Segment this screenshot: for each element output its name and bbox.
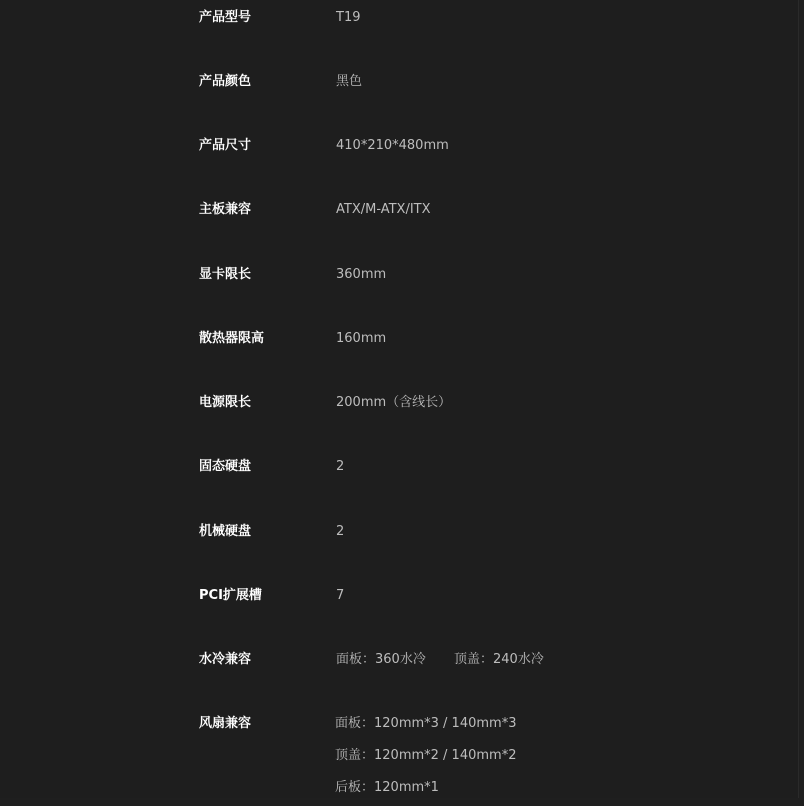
spec-label: 机械硬盘 [199,524,252,539]
spec-label: 产品型号 [199,10,252,25]
spec-label: 水冷兼容 [199,652,252,667]
fan-line-front: 面板：120mm*3 / 140mm*3 [335,716,517,731]
spec-value: 2 [336,459,345,474]
spec-value: 7 [336,588,345,603]
spec-value: 200mm（含线长） [336,395,452,410]
spec-value: 410*210*480mm [336,138,449,153]
spec-label: 主板兼容 [199,202,252,217]
spec-row-model [0,3,798,33]
spec-value: 160mm [336,331,387,346]
spec-label: 产品尺寸 [199,138,252,153]
spec-row-hdd [0,517,798,547]
spec-value: 2 [336,524,345,539]
spec-row-psu-length [0,388,798,418]
spec-row-gpu-length [0,260,798,290]
spec-label: 固态硬盘 [199,459,252,474]
spec-row-ssd [0,452,798,482]
spec-value: 360mm [336,267,387,282]
spec-label: 产品颜色 [199,74,252,89]
spec-label: 散热器限高 [199,331,265,346]
spec-row-size [0,131,798,161]
spec-value: 面板：360水冷 [336,652,426,667]
spec-value-secondary: 顶盖：240水冷 [454,652,544,667]
spec-row-motherboard [0,195,798,225]
spec-label: 风扇兼容 [199,716,252,731]
fan-line-top: 顶盖：120mm*2 / 140mm*2 [335,748,517,763]
spec-label: 显卡限长 [199,267,252,282]
spec-value: ATX/M-ATX/ITX [336,202,431,217]
spec-label: 电源限长 [199,395,252,410]
spec-row-color [0,67,798,97]
spec-row-cooler-height [0,324,798,354]
fan-line-rear: 后板：120mm*1 [335,780,439,795]
spec-value: T19 [336,10,361,25]
spec-row-water-cooling [0,645,798,675]
spec-row-pci-slots [0,581,798,611]
spec-label: PCI扩展槽 [199,588,262,603]
spec-row-fans [0,709,798,801]
spec-value: 黑色 [336,74,363,89]
